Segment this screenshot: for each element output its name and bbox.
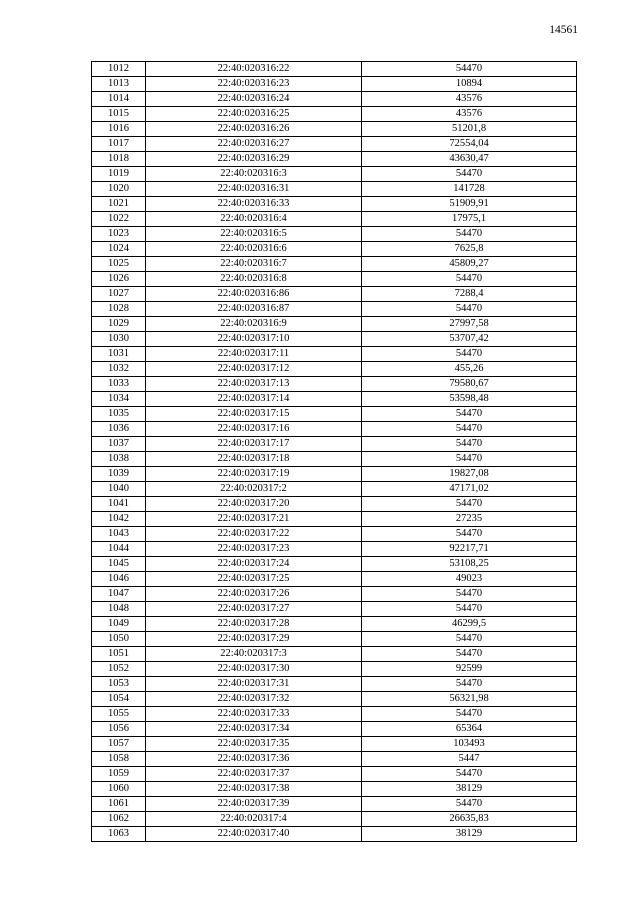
row-number-cell: 1021 <box>92 197 146 212</box>
cadastral-number-cell: 22:40:020317:23 <box>146 542 362 557</box>
table-row <box>92 482 577 497</box>
row-number-cell: 1033 <box>92 377 146 392</box>
table-row <box>92 497 577 512</box>
value-cell: 54470 <box>362 647 577 662</box>
table-row <box>92 587 577 602</box>
cadastral-number-cell: 22:40:020316:31 <box>146 182 362 197</box>
cadastral-number-cell: 22:40:020316:29 <box>146 152 362 167</box>
table-row <box>92 797 577 812</box>
table-row <box>92 257 577 272</box>
table-row <box>92 272 577 287</box>
row-number-cell: 1058 <box>92 752 146 767</box>
cadastral-number-cell: 22:40:020316:87 <box>146 302 362 317</box>
value-cell: 27997,58 <box>362 317 577 332</box>
cadastral-number-cell: 22:40:020317:25 <box>146 572 362 587</box>
table-row <box>92 722 577 737</box>
row-number-cell: 1017 <box>92 137 146 152</box>
cadastral-number-cell: 22:40:020316:24 <box>146 92 362 107</box>
value-cell: 5447 <box>362 752 577 767</box>
row-number-cell: 1018 <box>92 152 146 167</box>
value-cell: 65364 <box>362 722 577 737</box>
value-cell: 43630,47 <box>362 152 577 167</box>
value-cell: 54470 <box>362 767 577 782</box>
table-row <box>92 452 577 467</box>
cadastral-number-cell: 22:40:020317:31 <box>146 677 362 692</box>
cadastral-number-cell: 22:40:020316:4 <box>146 212 362 227</box>
row-number-cell: 1047 <box>92 587 146 602</box>
table-row <box>92 557 577 572</box>
table-row <box>92 602 577 617</box>
table-row <box>92 227 577 242</box>
row-number-cell: 1045 <box>92 557 146 572</box>
cadastral-number-cell: 22:40:020317:35 <box>146 737 362 752</box>
row-number-cell: 1041 <box>92 497 146 512</box>
value-cell: 54470 <box>362 677 577 692</box>
cadastral-number-cell: 22:40:020317:37 <box>146 767 362 782</box>
value-cell: 17975,1 <box>362 212 577 227</box>
table-row <box>92 377 577 392</box>
table-row <box>92 182 577 197</box>
table-row <box>92 332 577 347</box>
cadastral-number-cell: 22:40:020317:11 <box>146 347 362 362</box>
cadastral-number-cell: 22:40:020316:9 <box>146 317 362 332</box>
row-number-cell: 1014 <box>92 92 146 107</box>
cadastral-number-cell: 22:40:020316:5 <box>146 227 362 242</box>
row-number-cell: 1050 <box>92 632 146 647</box>
cadastral-number-cell: 22:40:020317:19 <box>146 467 362 482</box>
table-row <box>92 512 577 527</box>
value-cell: 47171,02 <box>362 482 577 497</box>
table-row <box>92 242 577 257</box>
cadastral-number-cell: 22:40:020317:34 <box>146 722 362 737</box>
table-row <box>92 197 577 212</box>
table-row <box>92 407 577 422</box>
value-cell: 45809,27 <box>362 257 577 272</box>
cadastral-number-cell: 22:40:020317:12 <box>146 362 362 377</box>
registry-table-body <box>92 62 577 842</box>
value-cell: 54470 <box>362 347 577 362</box>
row-number-cell: 1030 <box>92 332 146 347</box>
value-cell: 54470 <box>362 602 577 617</box>
value-cell: 54470 <box>362 707 577 722</box>
value-cell: 7288,4 <box>362 287 577 302</box>
cadastral-number-cell: 22:40:020317:22 <box>146 527 362 542</box>
table-row <box>92 422 577 437</box>
cadastral-number-cell: 22:40:020317:39 <box>146 797 362 812</box>
row-number-cell: 1054 <box>92 692 146 707</box>
row-number-cell: 1060 <box>92 782 146 797</box>
value-cell: 26635,83 <box>362 812 577 827</box>
row-number-cell: 1063 <box>92 827 146 842</box>
value-cell: 49023 <box>362 572 577 587</box>
value-cell: 43576 <box>362 92 577 107</box>
table-row <box>92 647 577 662</box>
row-number-cell: 1015 <box>92 107 146 122</box>
row-number-cell: 1012 <box>92 62 146 77</box>
table-row <box>92 437 577 452</box>
value-cell: 54470 <box>362 227 577 242</box>
cadastral-number-cell: 22:40:020317:17 <box>146 437 362 452</box>
value-cell: 54470 <box>362 62 577 77</box>
row-number-cell: 1044 <box>92 542 146 557</box>
value-cell: 51201,8 <box>362 122 577 137</box>
row-number-cell: 1055 <box>92 707 146 722</box>
cadastral-number-cell: 22:40:020316:86 <box>146 287 362 302</box>
row-number-cell: 1022 <box>92 212 146 227</box>
row-number-cell: 1034 <box>92 392 146 407</box>
page-number: 14561 <box>549 24 578 36</box>
value-cell: 54470 <box>362 797 577 812</box>
value-cell: 54470 <box>362 407 577 422</box>
table-row <box>92 677 577 692</box>
table-row <box>92 152 577 167</box>
value-cell: 92217,71 <box>362 542 577 557</box>
cadastral-number-cell: 22:40:020317:33 <box>146 707 362 722</box>
row-number-cell: 1027 <box>92 287 146 302</box>
cadastral-number-cell: 22:40:020317:26 <box>146 587 362 602</box>
cadastral-number-cell: 22:40:020317:15 <box>146 407 362 422</box>
table-row <box>92 347 577 362</box>
value-cell: 141728 <box>362 182 577 197</box>
value-cell: 27235 <box>362 512 577 527</box>
table-row <box>92 812 577 827</box>
table-row <box>92 302 577 317</box>
cadastral-number-cell: 22:40:020316:23 <box>146 77 362 92</box>
row-number-cell: 1059 <box>92 767 146 782</box>
cadastral-number-cell: 22:40:020317:36 <box>146 752 362 767</box>
row-number-cell: 1023 <box>92 227 146 242</box>
table-row <box>92 662 577 677</box>
table-row <box>92 77 577 92</box>
value-cell: 455,26 <box>362 362 577 377</box>
table-row <box>92 752 577 767</box>
cadastral-number-cell: 22:40:020316:6 <box>146 242 362 257</box>
table-row <box>92 632 577 647</box>
cadastral-number-cell: 22:40:020316:27 <box>146 137 362 152</box>
table-row <box>92 212 577 227</box>
row-number-cell: 1057 <box>92 737 146 752</box>
row-number-cell: 1029 <box>92 317 146 332</box>
value-cell: 54470 <box>362 422 577 437</box>
table-row <box>92 527 577 542</box>
table-row <box>92 392 577 407</box>
cadastral-number-cell: 22:40:020317:4 <box>146 812 362 827</box>
table-row <box>92 62 577 77</box>
row-number-cell: 1052 <box>92 662 146 677</box>
value-cell: 56321,98 <box>362 692 577 707</box>
cadastral-number-cell: 22:40:020317:18 <box>146 452 362 467</box>
value-cell: 53598,48 <box>362 392 577 407</box>
cadastral-number-cell: 22:40:020316:8 <box>146 272 362 287</box>
row-number-cell: 1031 <box>92 347 146 362</box>
row-number-cell: 1035 <box>92 407 146 422</box>
row-number-cell: 1049 <box>92 617 146 632</box>
value-cell: 72554,04 <box>362 137 577 152</box>
cadastral-number-cell: 22:40:020317:21 <box>146 512 362 527</box>
table-row <box>92 827 577 842</box>
cadastral-number-cell: 22:40:020317:29 <box>146 632 362 647</box>
row-number-cell: 1061 <box>92 797 146 812</box>
cadastral-number-cell: 22:40:020317:2 <box>146 482 362 497</box>
row-number-cell: 1038 <box>92 452 146 467</box>
table-row <box>92 707 577 722</box>
value-cell: 38129 <box>362 782 577 797</box>
cadastral-number-cell: 22:40:020316:26 <box>146 122 362 137</box>
table-row <box>92 122 577 137</box>
row-number-cell: 1026 <box>92 272 146 287</box>
value-cell: 53707,42 <box>362 332 577 347</box>
cadastral-number-cell: 22:40:020316:22 <box>146 62 362 77</box>
cadastral-number-cell: 22:40:020317:40 <box>146 827 362 842</box>
cadastral-number-cell: 22:40:020317:3 <box>146 647 362 662</box>
row-number-cell: 1028 <box>92 302 146 317</box>
row-number-cell: 1013 <box>92 77 146 92</box>
table-row <box>92 137 577 152</box>
value-cell: 38129 <box>362 827 577 842</box>
cadastral-number-cell: 22:40:020317:14 <box>146 392 362 407</box>
row-number-cell: 1016 <box>92 122 146 137</box>
cadastral-number-cell: 22:40:020316:3 <box>146 167 362 182</box>
table-row <box>92 767 577 782</box>
row-number-cell: 1043 <box>92 527 146 542</box>
table-row <box>92 692 577 707</box>
value-cell: 53108,25 <box>362 557 577 572</box>
value-cell: 54470 <box>362 302 577 317</box>
row-number-cell: 1025 <box>92 257 146 272</box>
value-cell: 10894 <box>362 77 577 92</box>
row-number-cell: 1019 <box>92 167 146 182</box>
value-cell: 54470 <box>362 587 577 602</box>
value-cell: 54470 <box>362 527 577 542</box>
cadastral-number-cell: 22:40:020317:24 <box>146 557 362 572</box>
row-number-cell: 1053 <box>92 677 146 692</box>
cadastral-number-cell: 22:40:020316:33 <box>146 197 362 212</box>
value-cell: 92599 <box>362 662 577 677</box>
registry-table <box>91 61 577 842</box>
value-cell: 54470 <box>362 632 577 647</box>
value-cell: 79580,67 <box>362 377 577 392</box>
table-row <box>92 287 577 302</box>
table-row <box>92 467 577 482</box>
value-cell: 54470 <box>362 437 577 452</box>
table-row <box>92 617 577 632</box>
cadastral-number-cell: 22:40:020316:25 <box>146 107 362 122</box>
cadastral-number-cell: 22:40:020317:38 <box>146 782 362 797</box>
cadastral-number-cell: 22:40:020316:7 <box>146 257 362 272</box>
value-cell: 54470 <box>362 272 577 287</box>
row-number-cell: 1051 <box>92 647 146 662</box>
cadastral-number-cell: 22:40:020317:27 <box>146 602 362 617</box>
table-row <box>92 782 577 797</box>
table-row <box>92 92 577 107</box>
row-number-cell: 1046 <box>92 572 146 587</box>
row-number-cell: 1062 <box>92 812 146 827</box>
cadastral-number-cell: 22:40:020317:30 <box>146 662 362 677</box>
value-cell: 54470 <box>362 452 577 467</box>
row-number-cell: 1040 <box>92 482 146 497</box>
cadastral-number-cell: 22:40:020317:16 <box>146 422 362 437</box>
value-cell: 103493 <box>362 737 577 752</box>
cadastral-number-cell: 22:40:020317:28 <box>146 617 362 632</box>
row-number-cell: 1042 <box>92 512 146 527</box>
table-row <box>92 542 577 557</box>
cadastral-number-cell: 22:40:020317:32 <box>146 692 362 707</box>
value-cell: 54470 <box>362 167 577 182</box>
table-row <box>92 167 577 182</box>
value-cell: 43576 <box>362 107 577 122</box>
row-number-cell: 1037 <box>92 437 146 452</box>
value-cell: 54470 <box>362 497 577 512</box>
table-row <box>92 737 577 752</box>
row-number-cell: 1032 <box>92 362 146 377</box>
cadastral-number-cell: 22:40:020317:13 <box>146 377 362 392</box>
row-number-cell: 1020 <box>92 182 146 197</box>
value-cell: 19827,08 <box>362 467 577 482</box>
table-row <box>92 572 577 587</box>
table-row <box>92 317 577 332</box>
row-number-cell: 1036 <box>92 422 146 437</box>
cadastral-number-cell: 22:40:020317:10 <box>146 332 362 347</box>
row-number-cell: 1039 <box>92 467 146 482</box>
row-number-cell: 1024 <box>92 242 146 257</box>
cadastral-number-cell: 22:40:020317:20 <box>146 497 362 512</box>
value-cell: 46299,5 <box>362 617 577 632</box>
value-cell: 51909,91 <box>362 197 577 212</box>
row-number-cell: 1056 <box>92 722 146 737</box>
table-row <box>92 362 577 377</box>
row-number-cell: 1048 <box>92 602 146 617</box>
value-cell: 7625,8 <box>362 242 577 257</box>
table-row <box>92 107 577 122</box>
